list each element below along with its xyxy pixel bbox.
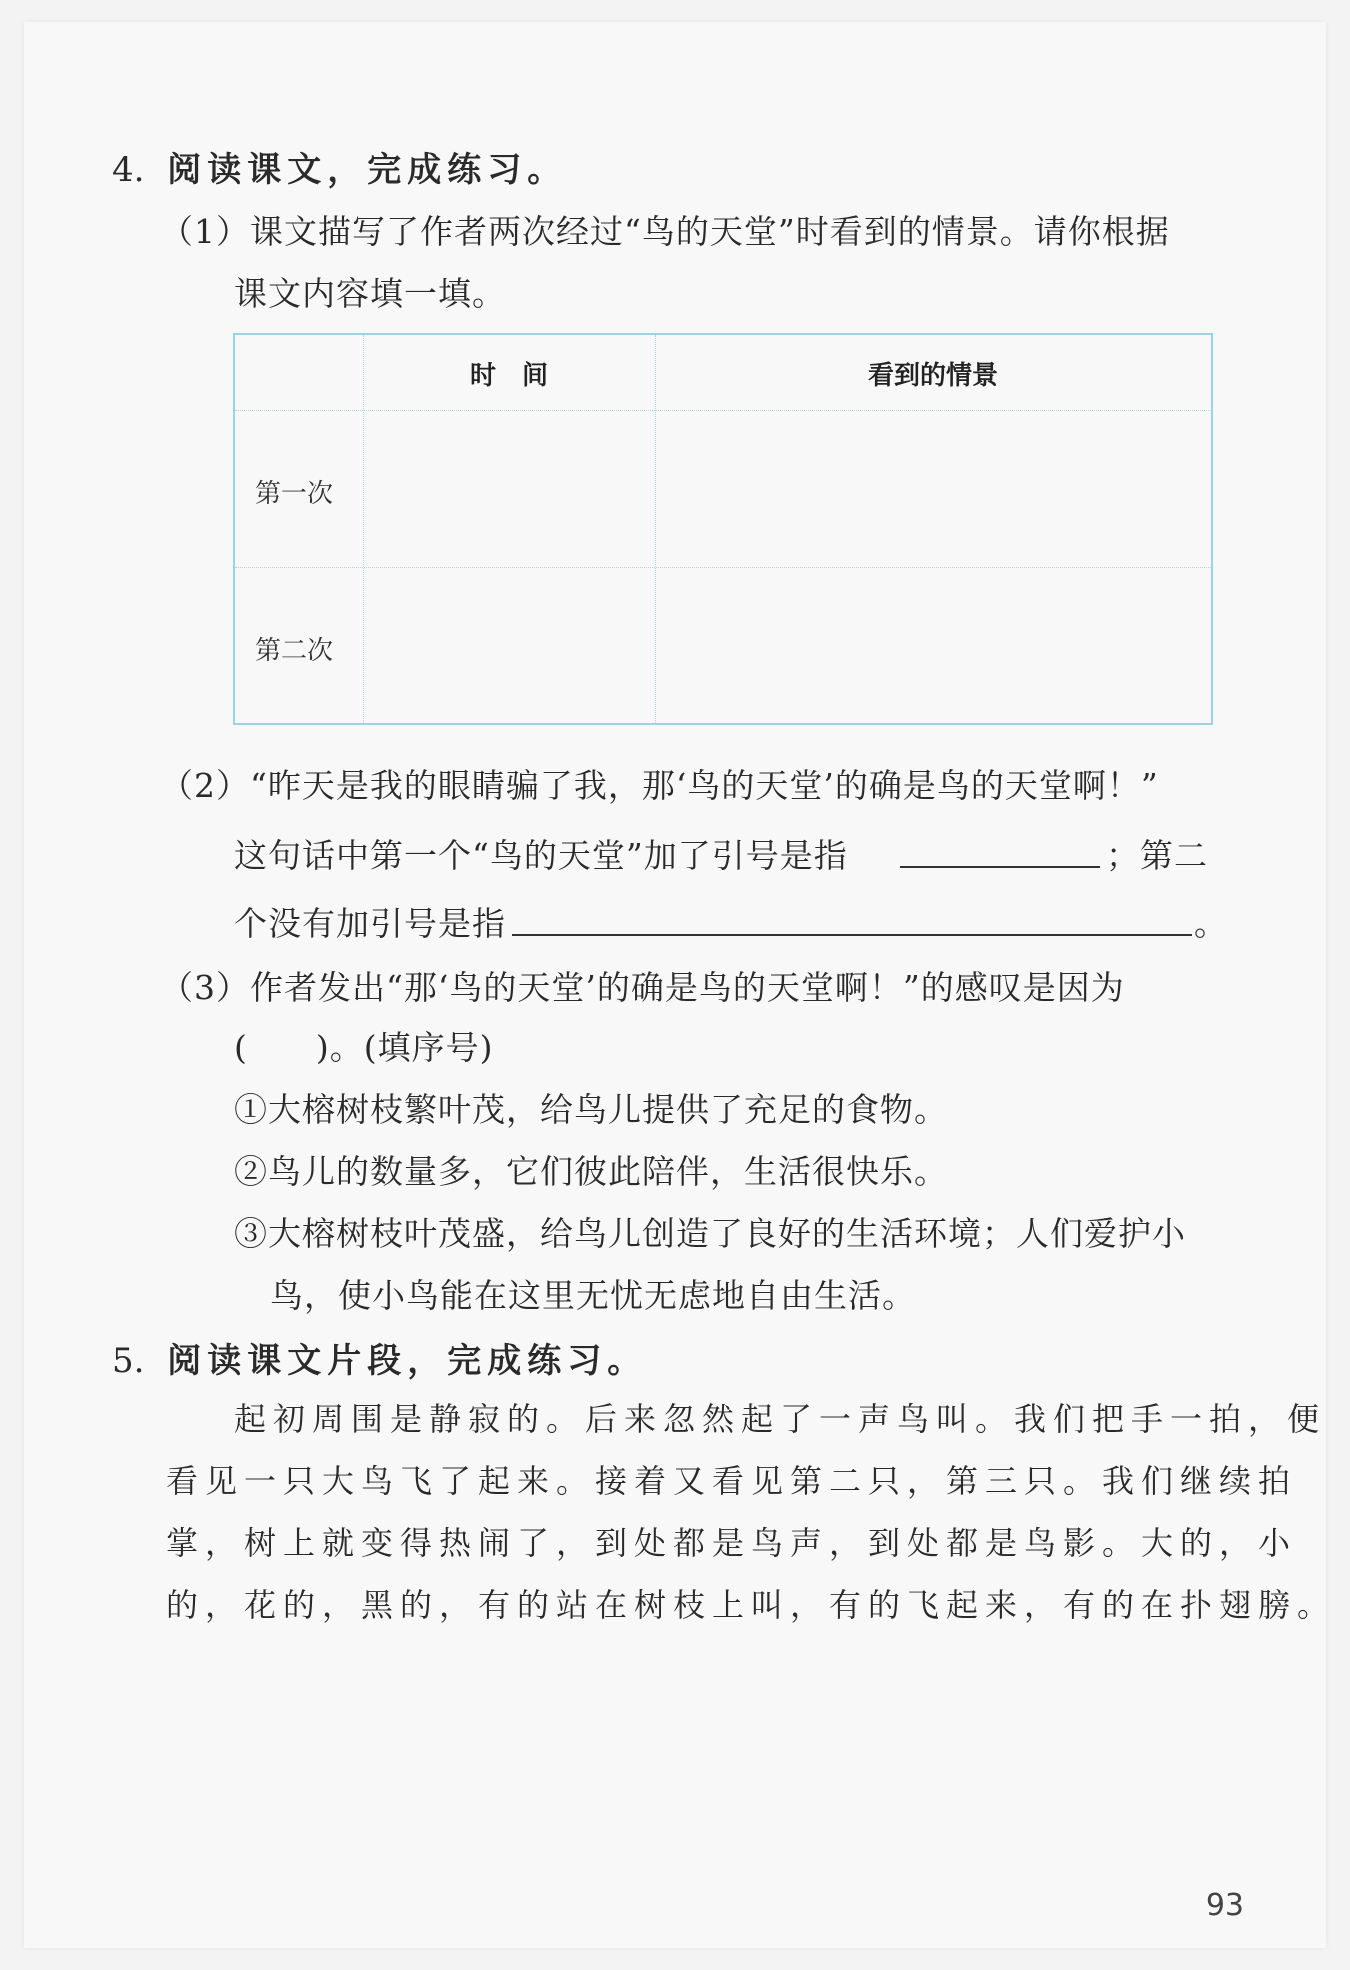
q4-part3-line1 [160, 962, 1125, 1009]
answer-cell-scene-2[interactable] [657, 569, 1211, 723]
q4-part3-answer-brackets[interactable]: ( )。(填序号) [234, 1028, 494, 1067]
passage-line-3: 掌，树上就变得热闹了，到处都是鸟声，到处都是鸟影。大的，小 [166, 1524, 1298, 1562]
question-number: 5. [112, 1341, 145, 1381]
fill-in-table [233, 333, 1213, 725]
answer-blank-1[interactable] [900, 866, 1100, 868]
q4-part2-line3b: 。 [1194, 904, 1228, 943]
part-label: （2） [160, 766, 250, 805]
table-header-time: 时 间 [469, 361, 548, 391]
answer-cell-time-1[interactable] [365, 412, 653, 565]
table-col-divider [363, 335, 364, 723]
q4-part1-line1 [160, 206, 1170, 253]
table-row-divider [235, 410, 1211, 411]
passage-line-2: 看见一只大鸟飞了起来。接着又看见第二只，第三只。我们继续拍 [166, 1462, 1298, 1500]
table-row-divider [235, 567, 1211, 568]
part-label: （1） [160, 212, 250, 251]
part-label: （3） [160, 968, 250, 1007]
passage-line-4: 的，花的，黑的，有的站在树枝上叫，有的飞起来，有的在扑翅膀。 [166, 1586, 1337, 1624]
option-1: ①大榕树枝繁叶茂，给鸟儿提供了充足的食物。 [234, 1090, 948, 1129]
table-row-first: 第一次 [255, 479, 334, 509]
page-number: 93 [1205, 1888, 1244, 1923]
part-text: “昨天是我的眼睛骗了我，那‘鸟的天堂’的确是鸟的天堂啊！” [250, 766, 1159, 805]
q4-part2-line2b: ；第二 [1106, 836, 1208, 875]
q4-part2-line3a: 个没有加引号是指 [234, 904, 506, 943]
passage-line-1: 起初周围是静寂的。后来忽然起了一声鸟叫。我们把手一拍，便 [234, 1400, 1327, 1438]
question-5 [112, 1333, 647, 1382]
table-row-second: 第二次 [255, 636, 334, 666]
answer-blank-2[interactable] [512, 934, 1192, 936]
q4-part2-line1 [160, 760, 1159, 807]
option-3-line1: ③大榕树枝叶茂盛，给鸟儿创造了良好的生活环境；人们爱护小 [234, 1214, 1186, 1253]
question-number: 4. [112, 150, 145, 190]
question-title: 阅读课文，完成练习。 [167, 150, 568, 190]
table-header-scene: 看到的情景 [867, 361, 998, 391]
part-text: 作者发出“那‘鸟的天堂’的确是鸟的天堂啊！”的感叹是因为 [250, 968, 1125, 1007]
question-title: 阅读课文片段，完成练习。 [167, 1341, 648, 1381]
table-col-divider [655, 335, 656, 723]
q4-part1-line2: 课文内容填一填。 [234, 274, 506, 313]
answer-cell-scene-1[interactable] [657, 412, 1211, 565]
part-text: 课文描写了作者两次经过“鸟的天堂”时看到的情景。请你根据 [250, 212, 1170, 251]
answer-cell-time-2[interactable] [365, 569, 653, 723]
option-2: ②鸟儿的数量多，它们彼此陪伴，生活很快乐。 [234, 1152, 948, 1191]
question-4 [112, 142, 567, 191]
q4-part2-line2a: 这句话中第一个“鸟的天堂”加了引号是指 [234, 836, 848, 875]
option-3-line2: 鸟，使小鸟能在这里无忧无虑地自由生活。 [270, 1276, 916, 1315]
